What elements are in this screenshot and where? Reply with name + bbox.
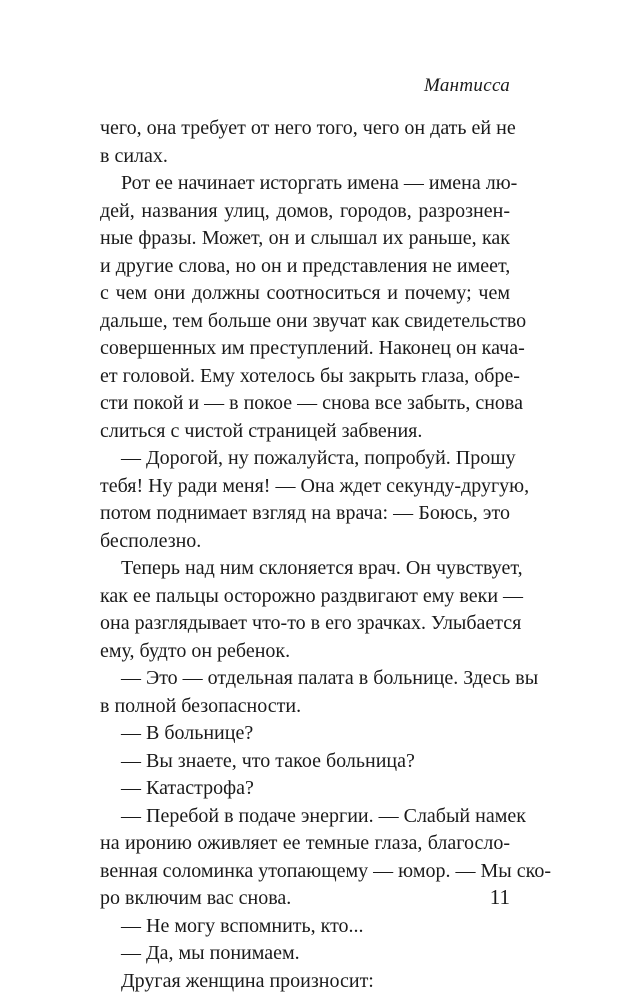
text-line: ему, будто он ребенок. [100,639,291,662]
text-line: на иронию оживляет ее темные глаза, благосло- [100,832,510,854]
text-line: бесполезно. [100,529,202,552]
text-line: — Да, мы понимаем. [121,942,300,964]
text-line: чего, она требует от него того, чего он дать ей не [100,117,516,139]
text-line: ные фразы. Может, он и слышал их раньше, как [100,227,510,249]
text-line: — Перебой в подаче энергии. — Слабый намек [121,804,526,827]
text-line: — Катастрофа? [121,777,254,799]
text-line: слиться с чистой страницей забвения. [100,419,423,442]
text-line: как ее пальцы осторожно раздвигают ему веки — [100,584,524,607]
text-line: и другие слова, но он и представления не имеет, [100,254,511,277]
text-line: дей, названия улиц, домов, городов, разрознен- [100,199,510,222]
text-line: ет головой. Ему хотелось бы закрыть глаза, обре- [100,364,520,387]
text-line: — Дорогой, ну пожалуйста, попробуй. Прошу [121,447,516,469]
text-line: — Вы знаете, что такое больница? [121,749,415,772]
text-line: — Это — отдельная палата в больнице. Здесь вы [121,667,539,689]
text-line: — В больнице? [121,722,254,744]
text-line: она разглядывает что-то в его зрачках. Улыбается [100,612,522,634]
text-line: в полной безопасности. [100,694,302,717]
text-line: Другая женщина произносит: [121,969,374,992]
text-line: Теперь над ним склоняется врач. Он чувствует, [121,557,523,579]
page-number: 11 [489,885,510,909]
text-line: тебя! Ну ради меня! — Она ждет секунду-другую, [100,474,530,497]
text-line: в силах. [100,144,168,167]
text-line: потом поднимает взгляд на врача: — Боюсь, это [100,502,510,524]
body-text [100,115,551,995]
running-head: Мантисса [424,75,510,96]
text-line: совершенных им преступлений. Наконец он кача- [100,337,525,359]
text-line: с чем они должны соотноситься и почему; чем [100,282,510,304]
text-line: сти покой и — в покое — снова все забыть, снова [100,392,523,414]
text-line: Рот ее начинает исторгать имена — имена лю- [121,172,518,194]
text-line: ро включим вас снова. [100,887,292,909]
text-line: — Не могу вспомнить, кто... [121,914,364,937]
text-line: дальше, тем больше они звучат как свидетельство [100,309,527,332]
text-line: венная соломинка утопающему — юмор. — Мы ско- [100,859,551,882]
